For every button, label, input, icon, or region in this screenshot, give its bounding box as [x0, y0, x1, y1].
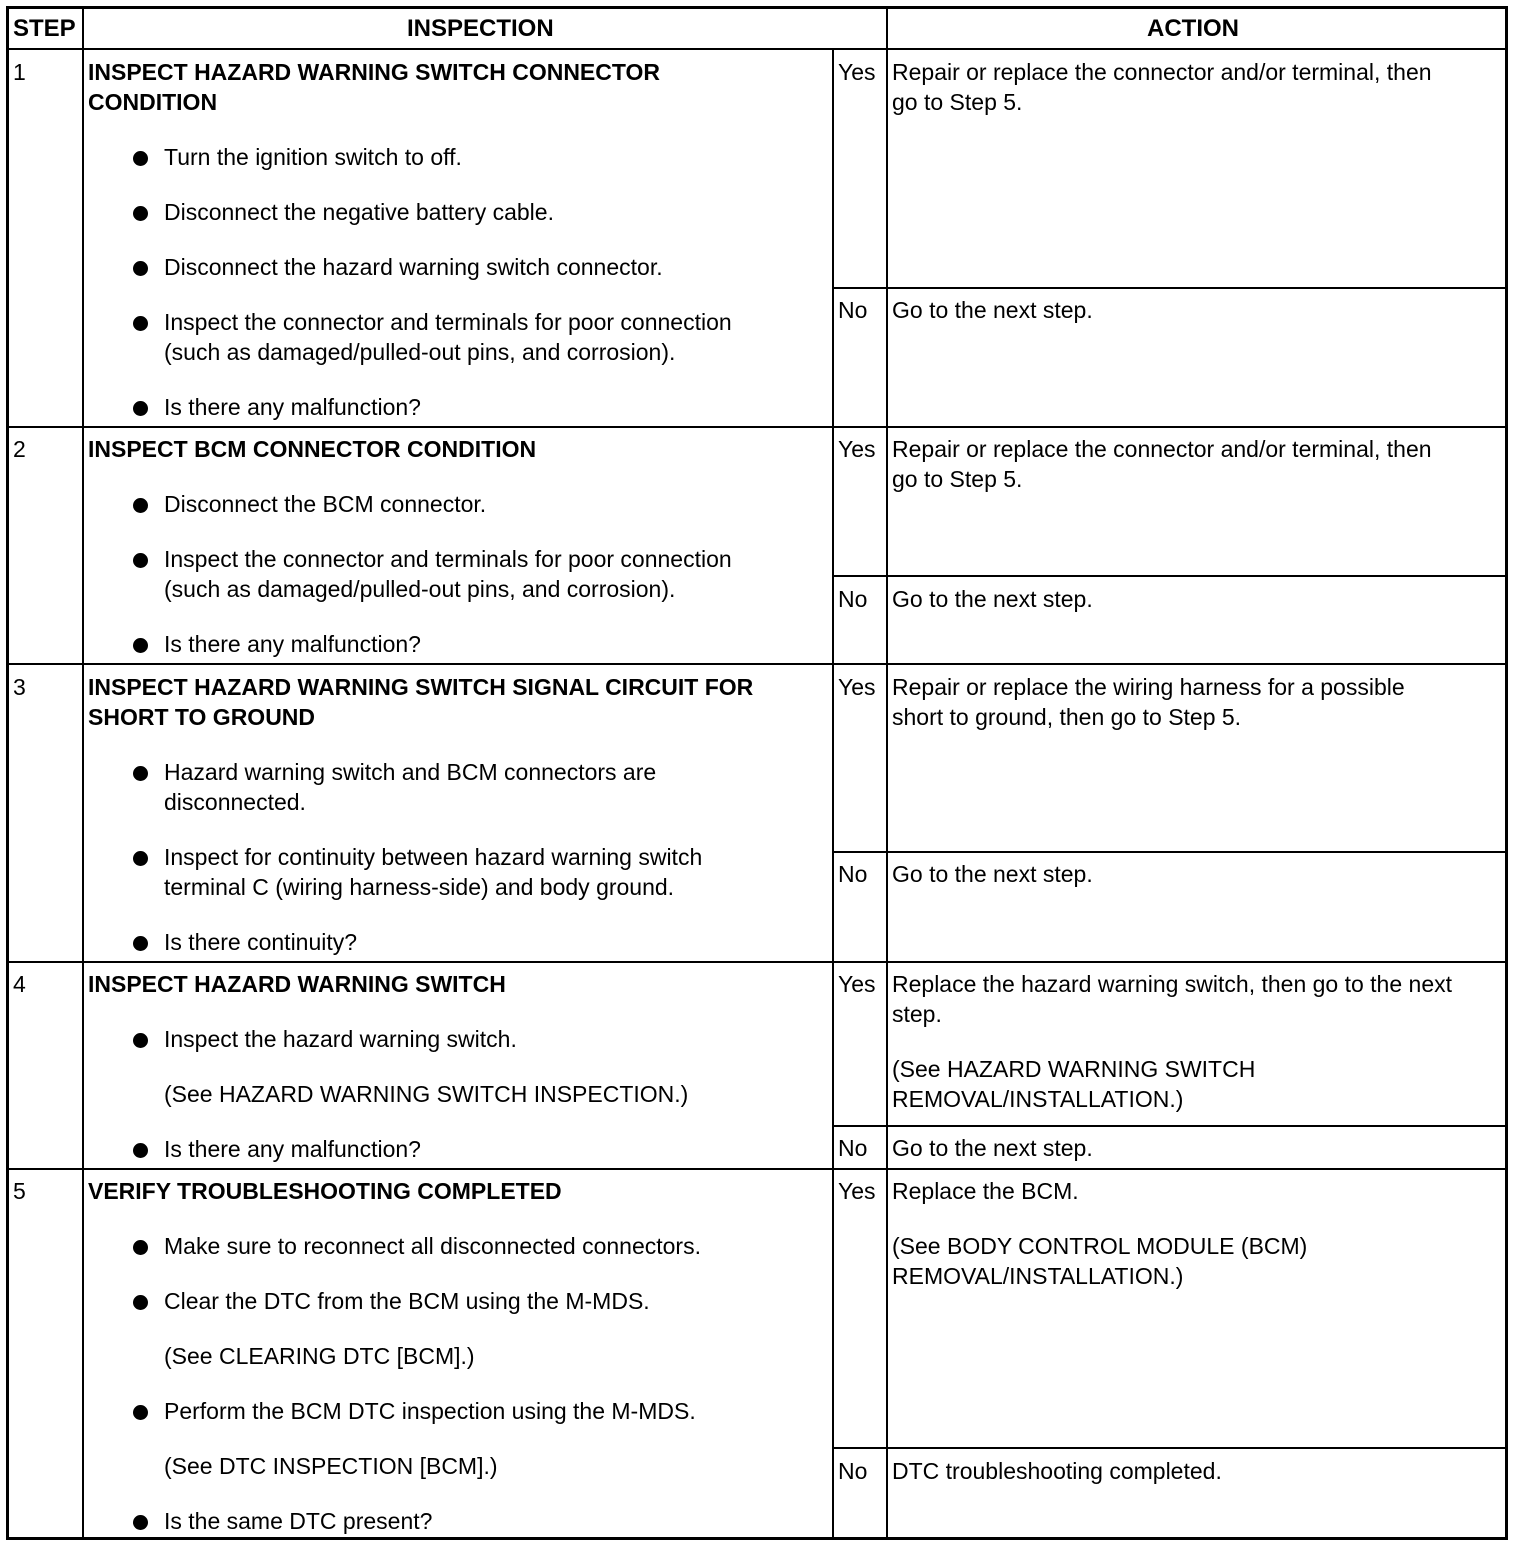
- bullet-icon: [133, 151, 148, 166]
- step-number: 5: [13, 1178, 26, 1204]
- yes-reference: (See HAZARD WARNING SWITCH: [892, 1056, 1256, 1082]
- header-inspection: INSPECTION: [407, 15, 554, 42]
- no-label: No: [838, 861, 868, 887]
- inspection-item: Is there any malfunction?: [164, 1136, 421, 1162]
- yes-action: go to Step 5.: [892, 466, 1023, 492]
- inspection-item: (such as damaged/pulled-out pins, and corrosion).: [164, 339, 676, 365]
- yes-label: Yes: [838, 674, 876, 700]
- no-action: Go to the next step.: [892, 297, 1093, 323]
- bullet-icon: [133, 1405, 148, 1420]
- yes-no-divider-1: [832, 287, 1505, 289]
- yes-no-divider-2: [832, 575, 1505, 577]
- inspection-item: Inspect the hazard warning switch.: [164, 1026, 517, 1052]
- bullet-icon: [133, 261, 148, 276]
- inspection-reference: (See HAZARD WARNING SWITCH INSPECTION.): [164, 1081, 689, 1107]
- inspection-item: Turn the ignition switch to off.: [164, 144, 462, 170]
- bullet-icon: [133, 638, 148, 653]
- inspection-item: Disconnect the hazard warning switch connector.: [164, 254, 663, 280]
- bullet-icon: [133, 1515, 148, 1530]
- no-action: DTC troubleshooting completed.: [892, 1458, 1222, 1484]
- inspection-item: Disconnect the BCM connector.: [164, 491, 487, 517]
- inspection-item: Inspect the connector and terminals for poor connection: [164, 546, 732, 572]
- yes-reference: (See BODY CONTROL MODULE (BCM): [892, 1233, 1308, 1259]
- bullet-icon: [133, 206, 148, 221]
- inspection-item: Perform the BCM DTC inspection using the M-MDS.: [164, 1398, 696, 1424]
- bullet-icon: [133, 498, 148, 513]
- col-divider-step: [82, 9, 84, 1537]
- yes-action: Repair or replace the connector and/or terminal, then: [892, 59, 1432, 85]
- bullet-icon: [133, 1143, 148, 1158]
- no-label: No: [838, 1135, 868, 1161]
- yes-reference: REMOVAL/INSTALLATION.): [892, 1263, 1184, 1289]
- yes-action: Replace the BCM.: [892, 1178, 1079, 1204]
- yes-action: short to ground, then go to Step 5.: [892, 704, 1242, 730]
- row-divider-2: [9, 663, 1505, 665]
- bullet-icon: [133, 1240, 148, 1255]
- no-action: Go to the next step.: [892, 1135, 1093, 1161]
- yes-label: Yes: [838, 59, 876, 85]
- yes-no-divider-4: [832, 1125, 1505, 1127]
- bullet-icon: [133, 936, 148, 951]
- inspection-item: disconnected.: [164, 789, 306, 815]
- bullet-icon: [133, 1295, 148, 1310]
- step-title: INSPECT HAZARD WARNING SWITCH SIGNAL CIRCUIT FOR: [88, 674, 754, 700]
- no-label: No: [838, 297, 868, 323]
- yes-action: Repair or replace the wiring harness for a possible: [892, 674, 1405, 700]
- step-number: 3: [13, 674, 26, 700]
- inspection-item: Is there any malfunction?: [164, 631, 421, 657]
- inspection-item: Inspect for continuity between hazard warning switch: [164, 844, 703, 870]
- no-action: Go to the next step.: [892, 586, 1093, 612]
- inspection-item: terminal C (wiring harness-side) and body ground.: [164, 874, 675, 900]
- inspection-item: (such as damaged/pulled-out pins, and corrosion).: [164, 576, 676, 602]
- inspection-item: Clear the DTC from the BCM using the M-MDS.: [164, 1288, 650, 1314]
- inspection-item: Hazard warning switch and BCM connectors are: [164, 759, 657, 785]
- yes-no-divider-3: [832, 851, 1505, 853]
- yes-action: Repair or replace the connector and/or terminal, then: [892, 436, 1432, 462]
- header-divider: [9, 48, 1505, 50]
- no-label: No: [838, 1458, 868, 1484]
- bullet-icon: [133, 851, 148, 866]
- step-title: INSPECT BCM CONNECTOR CONDITION: [88, 436, 537, 462]
- inspection-item: Is there continuity?: [164, 929, 358, 955]
- bullet-icon: [133, 316, 148, 331]
- inspection-item: Disconnect the negative battery cable.: [164, 199, 554, 225]
- step-title: SHORT TO GROUND: [88, 704, 316, 730]
- step-title: INSPECT HAZARD WARNING SWITCH: [88, 971, 506, 997]
- troubleshooting-table: [6, 6, 1508, 1540]
- bullet-icon: [133, 1033, 148, 1048]
- col-divider-action: [886, 9, 888, 1537]
- row-divider-3: [9, 961, 1505, 963]
- inspection-item: Make sure to reconnect all disconnected connectors.: [164, 1233, 701, 1259]
- yes-label: Yes: [838, 971, 876, 997]
- inspection-item: Is the same DTC present?: [164, 1508, 433, 1534]
- step-title: CONDITION: [88, 89, 218, 115]
- yes-label: Yes: [838, 1178, 876, 1204]
- step-title: INSPECT HAZARD WARNING SWITCH CONNECTOR: [88, 59, 661, 85]
- yes-no-divider-5: [832, 1447, 1505, 1449]
- step-title: VERIFY TROUBLESHOOTING COMPLETED: [88, 1178, 562, 1204]
- inspection-reference: (See CLEARING DTC [BCM].): [164, 1343, 475, 1369]
- yes-action: step.: [892, 1001, 942, 1027]
- bullet-icon: [133, 766, 148, 781]
- step-number: 2: [13, 436, 26, 462]
- row-divider-1: [9, 426, 1505, 428]
- header-step: STEP: [13, 15, 76, 42]
- step-number: 4: [13, 971, 26, 997]
- inspection-reference: (See DTC INSPECTION [BCM].): [164, 1453, 498, 1479]
- no-label: No: [838, 586, 868, 612]
- no-action: Go to the next step.: [892, 861, 1093, 887]
- yes-action: go to Step 5.: [892, 89, 1023, 115]
- row-divider-4: [9, 1168, 1505, 1170]
- inspection-item: Inspect the connector and terminals for poor connection: [164, 309, 732, 335]
- yes-label: Yes: [838, 436, 876, 462]
- step-number: 1: [13, 59, 26, 85]
- bullet-icon: [133, 401, 148, 416]
- header-action: ACTION: [1147, 15, 1239, 42]
- bullet-icon: [133, 553, 148, 568]
- col-divider-inspection: [832, 49, 834, 1537]
- yes-action: Replace the hazard warning switch, then go to the next: [892, 971, 1453, 997]
- inspection-item: Is there any malfunction?: [164, 394, 421, 420]
- yes-reference: REMOVAL/INSTALLATION.): [892, 1086, 1184, 1112]
